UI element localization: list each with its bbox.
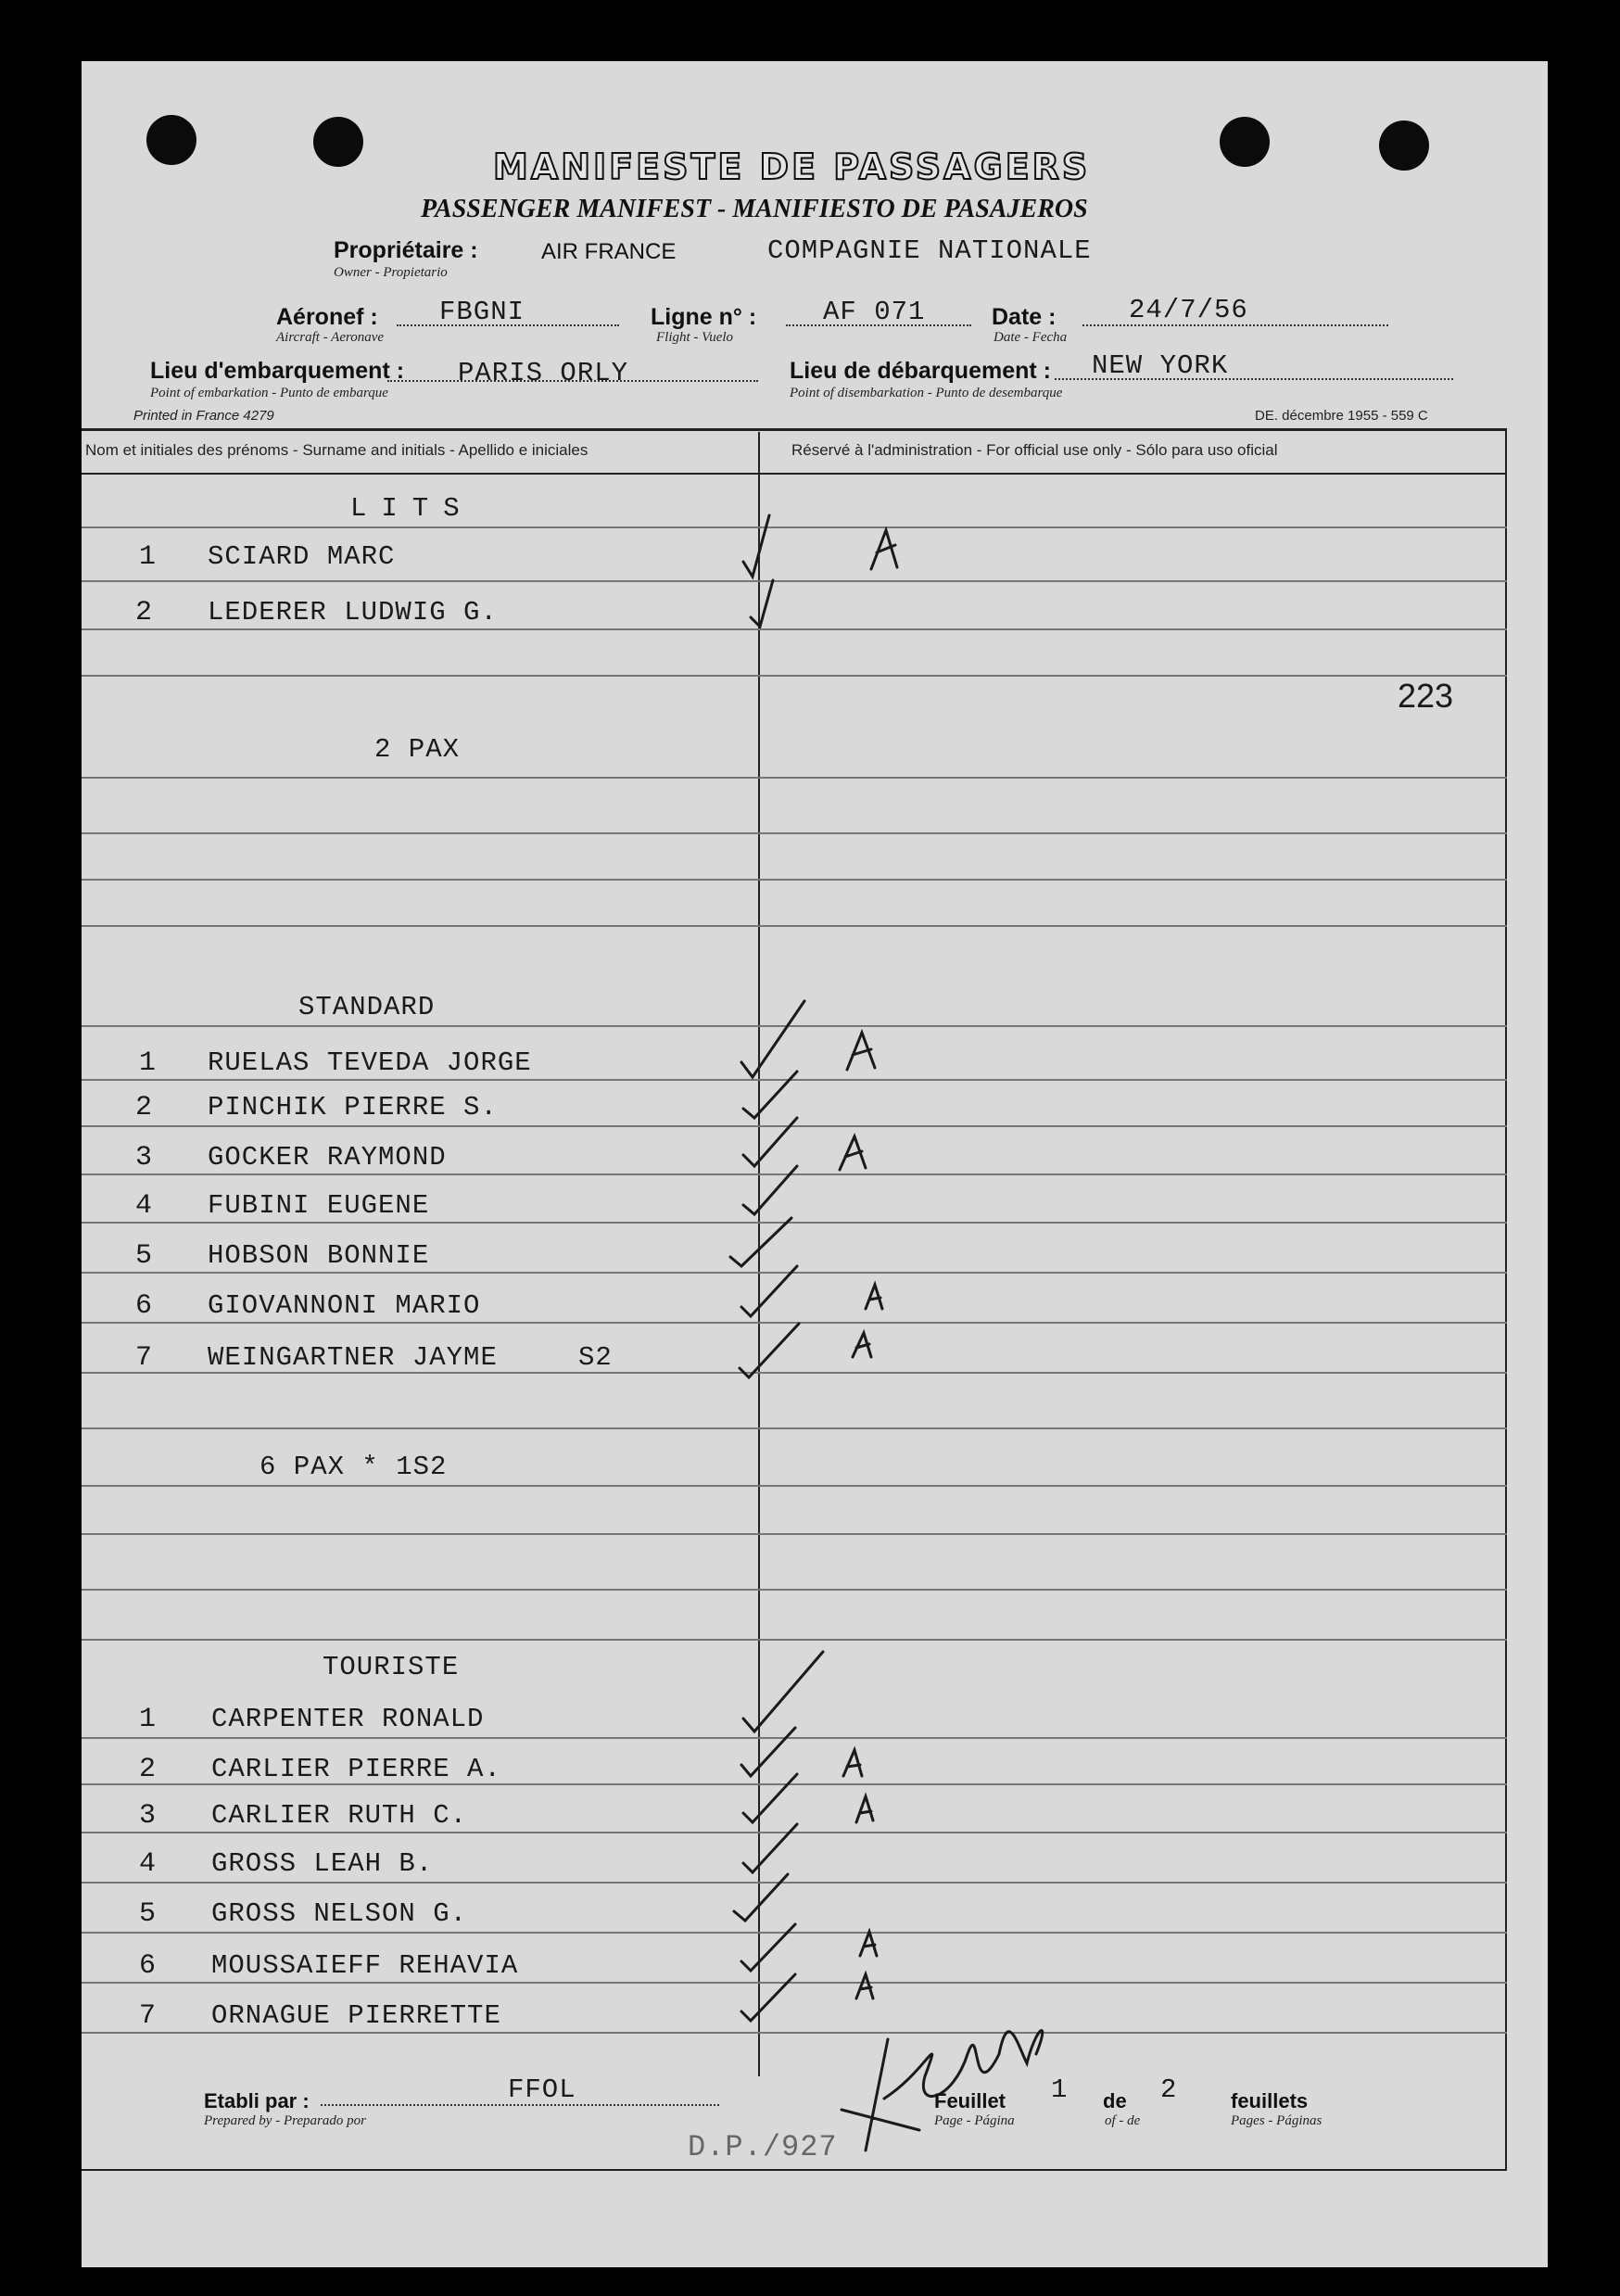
sheets-label: feuillets	[1231, 2089, 1309, 2112]
lits-row-2-name: LEDERER LUDWIG G.	[208, 597, 498, 628]
punch-hole-3	[1220, 117, 1270, 167]
touriste-row-3-name: CARLIER RUTH C.	[211, 1800, 468, 1831]
disembark-sublabel: Point of disembarkation - Punto de desembarque	[790, 386, 1063, 400]
form-ruled-line	[82, 1272, 1507, 1274]
section-heading-standard: STANDARD	[298, 992, 436, 1022]
standard-row-7-number: 7	[135, 1342, 153, 1374]
check-mark	[743, 1652, 823, 1732]
of-sublabel: of - de	[1105, 2113, 1141, 2128]
prepared-by-value: FFOL	[508, 2074, 576, 2105]
form-ruled-line	[82, 1485, 1507, 1487]
lits-total: 2 PAX	[374, 734, 461, 765]
aircraft-value: FBGNI	[439, 297, 525, 327]
prepared-by-sublabel: Prepared by - Preparado por	[204, 2113, 366, 2128]
standard-row-1-name: RUELAS TEVEDA JORGE	[208, 1047, 532, 1078]
lits-row-2-number: 2	[135, 597, 153, 628]
letter-a-mark	[860, 1932, 877, 1956]
check-mark	[743, 515, 769, 577]
disembark-label: Lieu de débarquement :	[790, 358, 1051, 384]
table-bottom-border	[82, 2169, 1507, 2171]
touriste-row-4-name: GROSS LEAH B.	[211, 1848, 434, 1879]
form-ruled-line	[82, 1427, 1507, 1429]
check-mark	[751, 580, 773, 627]
form-ruled-line	[82, 879, 1507, 881]
standard-row-5-number: 5	[135, 1240, 153, 1272]
form-ruled-line	[82, 1079, 1507, 1081]
form-ruled-line	[82, 628, 1507, 630]
standard-row-4-name: FUBINI EUGENE	[208, 1190, 430, 1221]
form-ruled-line	[82, 1025, 1507, 1027]
embark-label: Lieu d'embarquement :	[150, 358, 405, 384]
column-header-names: Nom et initiales des prénoms - Surname and initials - Apellido e iniciales	[85, 441, 589, 459]
punch-hole-4	[1379, 121, 1429, 171]
aircraft-label: Aéronef :	[276, 304, 378, 330]
check-mark	[730, 1218, 791, 1266]
letter-a-mark	[847, 1033, 875, 1070]
form-ruled-line	[82, 1533, 1507, 1535]
touriste-row-5-name: GROSS NELSON G.	[211, 1898, 468, 1929]
lits-row-1-number: 1	[139, 541, 157, 573]
touriste-row-1-number: 1	[139, 1704, 157, 1735]
touriste-row-6-name: MOUSSAIEFF REHAVIA	[211, 1950, 519, 1981]
of-label: de	[1103, 2089, 1127, 2112]
of-value: 2	[1160, 2074, 1178, 2105]
pages-sublabel: Pages - Páginas	[1231, 2113, 1323, 2128]
check-mark	[740, 1324, 799, 1377]
punch-hole-2	[313, 117, 363, 167]
owner-typed-value: COMPAGNIE NATIONALE	[767, 235, 1092, 266]
letter-a-mark	[856, 1974, 873, 1998]
letter-a-mark	[840, 1136, 866, 1170]
flight-value: AF 071	[823, 297, 926, 327]
form-ruled-line	[82, 1125, 1507, 1127]
form-ruled-line	[82, 1322, 1507, 1324]
check-mark	[741, 1001, 804, 1077]
column-divider	[758, 432, 760, 2076]
check-mark	[741, 1266, 797, 1316]
letter-a-mark	[856, 1796, 873, 1822]
sheet-label: Feuillet	[934, 2089, 1006, 2112]
flight-underline	[786, 324, 971, 326]
touriste-row-2-number: 2	[139, 1754, 157, 1785]
manifest-title: MANIFESTE DE PASSAGERS	[493, 146, 1091, 187]
date-sublabel: Date - Fecha	[994, 330, 1068, 345]
touriste-row-1-name: CARPENTER RONALD	[211, 1704, 485, 1734]
letter-a-mark	[871, 530, 897, 569]
form-ruled-line	[82, 1222, 1507, 1224]
touriste-row-3-number: 3	[139, 1800, 157, 1832]
standard-row-7-suffix: S2	[578, 1342, 613, 1373]
check-mark	[741, 1728, 795, 1776]
form-ruled-line	[82, 1737, 1507, 1739]
column-header-admin: Réservé à l'administration - For official use only - Sólo para uso oficial	[791, 441, 1278, 459]
embark-sublabel: Point of embarkation - Punto de embarque	[150, 386, 388, 400]
standard-row-6-name: GIOVANNONI MARIO	[208, 1290, 481, 1321]
manifest-sheet	[82, 61, 1548, 2267]
date-underline	[1082, 324, 1388, 326]
page-sublabel: Page - Página	[934, 2113, 1015, 2128]
aircraft-underline	[397, 324, 619, 326]
date-value: 24/7/56	[1129, 295, 1248, 325]
admin-number: 223	[1398, 677, 1454, 715]
form-ruled-line	[82, 580, 1507, 582]
form-ruled-line	[82, 925, 1507, 927]
section-heading-touriste: TOURISTE	[323, 1652, 460, 1682]
standard-row-2-name: PINCHIK PIERRE S.	[208, 1092, 498, 1123]
form-ruled-line	[82, 1932, 1507, 1934]
printed-in-note: Printed in France 4279	[133, 408, 274, 424]
aircraft-sublabel: Aircraft - Aeronave	[276, 330, 385, 345]
table-top-border	[82, 428, 1507, 431]
standard-row-2-number: 2	[135, 1092, 153, 1123]
form-reference: DE. décembre 1955 - 559 C	[1255, 408, 1428, 424]
standard-row-7-name: WEINGARTNER JAYME	[208, 1342, 498, 1373]
standard-row-1-number: 1	[139, 1047, 157, 1079]
table-right-border	[1505, 428, 1507, 2171]
form-ruled-line	[82, 2032, 1507, 2034]
section-heading-lits: LITS	[350, 493, 475, 524]
disembark-value: NEW YORK	[1092, 350, 1229, 381]
disembark-underline	[1055, 378, 1453, 380]
touriste-row-5-number: 5	[139, 1898, 157, 1930]
date-label: Date :	[992, 304, 1057, 330]
standard-row-6-number: 6	[135, 1290, 153, 1322]
touriste-row-6-number: 6	[139, 1950, 157, 1982]
letter-a-mark	[853, 1333, 871, 1357]
standard-row-4-number: 4	[135, 1190, 153, 1222]
form-ruled-line	[82, 1832, 1507, 1833]
document-stamp: D.P./927	[688, 2130, 838, 2164]
flight-label: Ligne n° :	[651, 304, 757, 330]
form-ruled-line	[82, 1982, 1507, 1984]
touriste-row-7-number: 7	[139, 2000, 157, 2032]
punch-hole-1	[146, 115, 196, 165]
form-ruled-line	[82, 1589, 1507, 1591]
embark-value: PARIS ORLY	[458, 358, 629, 388]
owner-sublabel: Owner - Propietario	[334, 265, 448, 280]
form-ruled-line	[82, 526, 1507, 528]
sheet-value: 1	[1051, 2074, 1069, 2105]
form-ruled-line	[82, 1639, 1507, 1641]
flight-sublabel: Flight - Vuelo	[656, 330, 734, 345]
touriste-row-7-name: ORNAGUE PIERRETTE	[211, 2000, 501, 2031]
letter-a-mark	[843, 1750, 862, 1776]
touriste-row-4-number: 4	[139, 1848, 157, 1880]
embark-underline	[387, 380, 758, 382]
lits-row-1-name: SCIARD MARC	[208, 541, 396, 572]
manifest-subtitle: PASSENGER MANIFEST - MANIFIESTO DE PASAJEROS	[421, 195, 1088, 223]
standard-row-5-name: HOBSON BONNIE	[208, 1240, 430, 1271]
form-ruled-line	[82, 675, 1507, 677]
standard-total: 6 PAX * 1S2	[259, 1452, 448, 1482]
prepared-by-label: Etabli par :	[204, 2089, 310, 2112]
form-ruled-line	[82, 1173, 1507, 1175]
owner-value: AIR FRANCE	[541, 239, 677, 264]
touriste-row-2-name: CARLIER PIERRE A.	[211, 1754, 501, 1784]
check-mark	[743, 1774, 797, 1822]
prepared-by-underline	[321, 2104, 719, 2106]
form-ruled-line	[82, 777, 1507, 779]
form-ruled-line	[82, 1882, 1507, 1884]
standard-row-3-name: GOCKER RAYMOND	[208, 1142, 447, 1173]
form-ruled-line	[82, 832, 1507, 834]
letter-a-mark	[866, 1285, 882, 1309]
column-header-rule	[82, 473, 1507, 475]
owner-label: Propriétaire :	[334, 237, 478, 263]
standard-row-3-number: 3	[135, 1142, 153, 1173]
